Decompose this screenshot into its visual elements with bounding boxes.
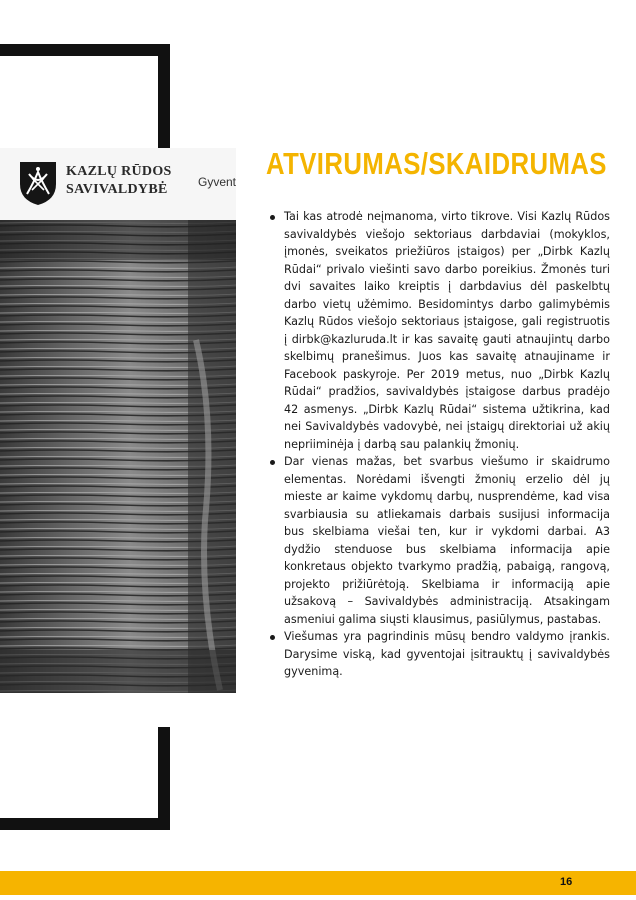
paragraph-text: Dar vienas mažas, bet svarbus viešumo ir skaidrumo elementas. Norėdami išvengti žmonių erzelio dėl jų mieste ar kaime vykdomų darbų, nusprendėme, kad visa svarbiausia su atliekamais darbais susijusi informacija bus skelbiama viešai ten, kur ir vykdomi darbai. A3 dydžio stenduose bus skelbiama informacija apie konkretaus objekto tvarkymo pradžią, pabaigą, rangovą, projekto prižiūrėtoją. Skelbiama ir informaciją apie užsakovą – Savivaldybės administraciją. Atsakingam asmeniui galima siųsti klausimus, pasiūlymus, pastabas. [284,455,610,626]
list-item [270,628,610,681]
list-item [270,208,610,453]
page-number: 16 [560,876,573,888]
stacked-papers-image [0,220,236,693]
section-title: ATVIRUMAS/SKAIDRUMAS [266,146,607,181]
bullet-list [270,208,610,681]
bullet-icon [270,460,275,465]
frame-corner-top-vertical [158,44,170,148]
bullet-icon [270,635,275,640]
bullet-icon [270,215,275,220]
frame-corner-bottom-vertical [158,727,170,830]
frame-corner-top [0,44,170,56]
paragraph-text: Viešumas yra pagrindinis mūsų bendro valdymo įrankis. Darysime viską, kad gyventojai įsitrauktų į savivaldybės gyvenimą. [284,630,610,678]
coat-of-arms-icon [18,160,58,206]
paragraph-text: Tai kas atrodė neįmanoma, virto tikrove. Visi Kazlų Rūdos savivaldybės viešojo sektoriaus darbdaviai (mokyklos, įmonės, sveikatos priežiūros įstaigos) per „Dirbk Kazlų Rūdai“ privalo viešinti savo darbo poreikius. Žmonės turi dvi savaites laiko kreiptis į darbdavius dėl paskelbtų darbo vietų užėmimo. Besidomintys darbo galimybėmis Kazlų Rūdos viešojo sektoriaus įstaigose, gali registruotis į dirbk@kazluruda.lt ir kas savaitę gauti atnaujintų darbo skelbimų pranešimus. Juos kas savaitę atnaujiname ir Facebook paskyroje. Per 2019 metus, nuo „Dirbk Kazlų Rūdai“ pradžios, savivaldybės įstaigose darbus pradėjo 42 asmenys. „Dirbk Kazlų Rūdai“ sistema užtikrina, kad nei Savivaldybės vadovybė, nei įstaigų direktoriai už akių nepriiminėja į darbą sau palankių žmonių. [284,210,610,451]
logo-text-line2: SAVIVALDYBĖ [66,182,168,197]
logo-text-line1: KAZLŲ RŪDOS [66,164,172,179]
website-header-strip [0,148,236,221]
website-nav-text: Gyvent [198,175,236,189]
photo [0,148,236,693]
footer-bar [0,871,636,895]
list-item [270,453,610,628]
frame-corner-bottom [0,818,170,830]
